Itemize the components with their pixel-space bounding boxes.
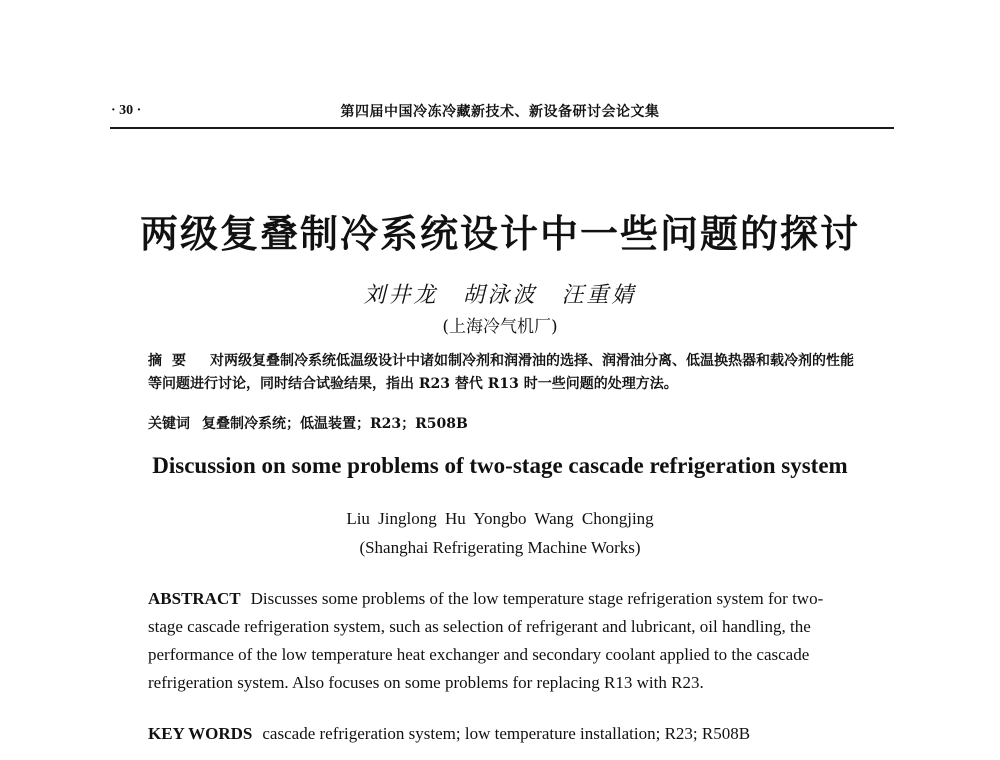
page-number: · 30 · <box>111 103 142 118</box>
abstract-en-label: ABSTRACT <box>148 589 241 608</box>
keywords-cn-label: 关键词 <box>148 416 190 432</box>
keywords-en-label: KEY WORDS <box>148 724 253 743</box>
authors-cn: 刘井龙 胡泳波 汪重婧 <box>363 283 637 308</box>
paper-title-en: Discussion on some problems of two-stage cascade refrigeration system <box>152 453 848 478</box>
keywords-en <box>148 724 848 744</box>
keywords-en-text: cascade refrigeration system; low temperature installation; R23; R508B <box>262 724 751 743</box>
keywords-cn-text: 复叠制冷系统；低温装置；R23；R508B <box>202 416 468 432</box>
abstract-cn <box>148 350 858 396</box>
abstract-en <box>148 585 848 697</box>
authors-en: Liu Jinglong Hu Yongbo Wang Chongjing <box>346 509 654 528</box>
affiliation-en: (Shanghai Refrigerating Machine Works) <box>359 538 641 557</box>
abstract-en-text: Discusses some problems of the low temperature stage refrigeration system for two-stage cascade refrigeration system, such as selection of refrigerant and lubricant, oil handling, the performance of the low temperature heat exchanger and secondary coolant applied to the cascade refrigeration system. Also focuses on some problems for replacing R13 with R23. <box>148 589 824 692</box>
abstract-cn-label: 摘要 <box>148 353 196 369</box>
journal-title: 第四届中国冷冻冷藏新技术、新设备研讨会论文集 <box>340 104 660 120</box>
paper-title-cn: 两级复叠制冷系统设计中一些问题的探讨 <box>139 211 860 256</box>
header-rule <box>110 127 894 129</box>
keywords-cn <box>148 413 858 433</box>
affiliation-cn: (上海冷气机厂) <box>442 317 558 337</box>
abstract-cn-text: 对两级复叠制冷系统低温级设计中诸如制冷剂和润滑油的选择、润滑油分离、低温换热器和载冷剂的性能等问题进行讨论，同时结合试验结果，指出 R23 替代 R13 时一些问题的处理方法。 <box>148 353 854 392</box>
